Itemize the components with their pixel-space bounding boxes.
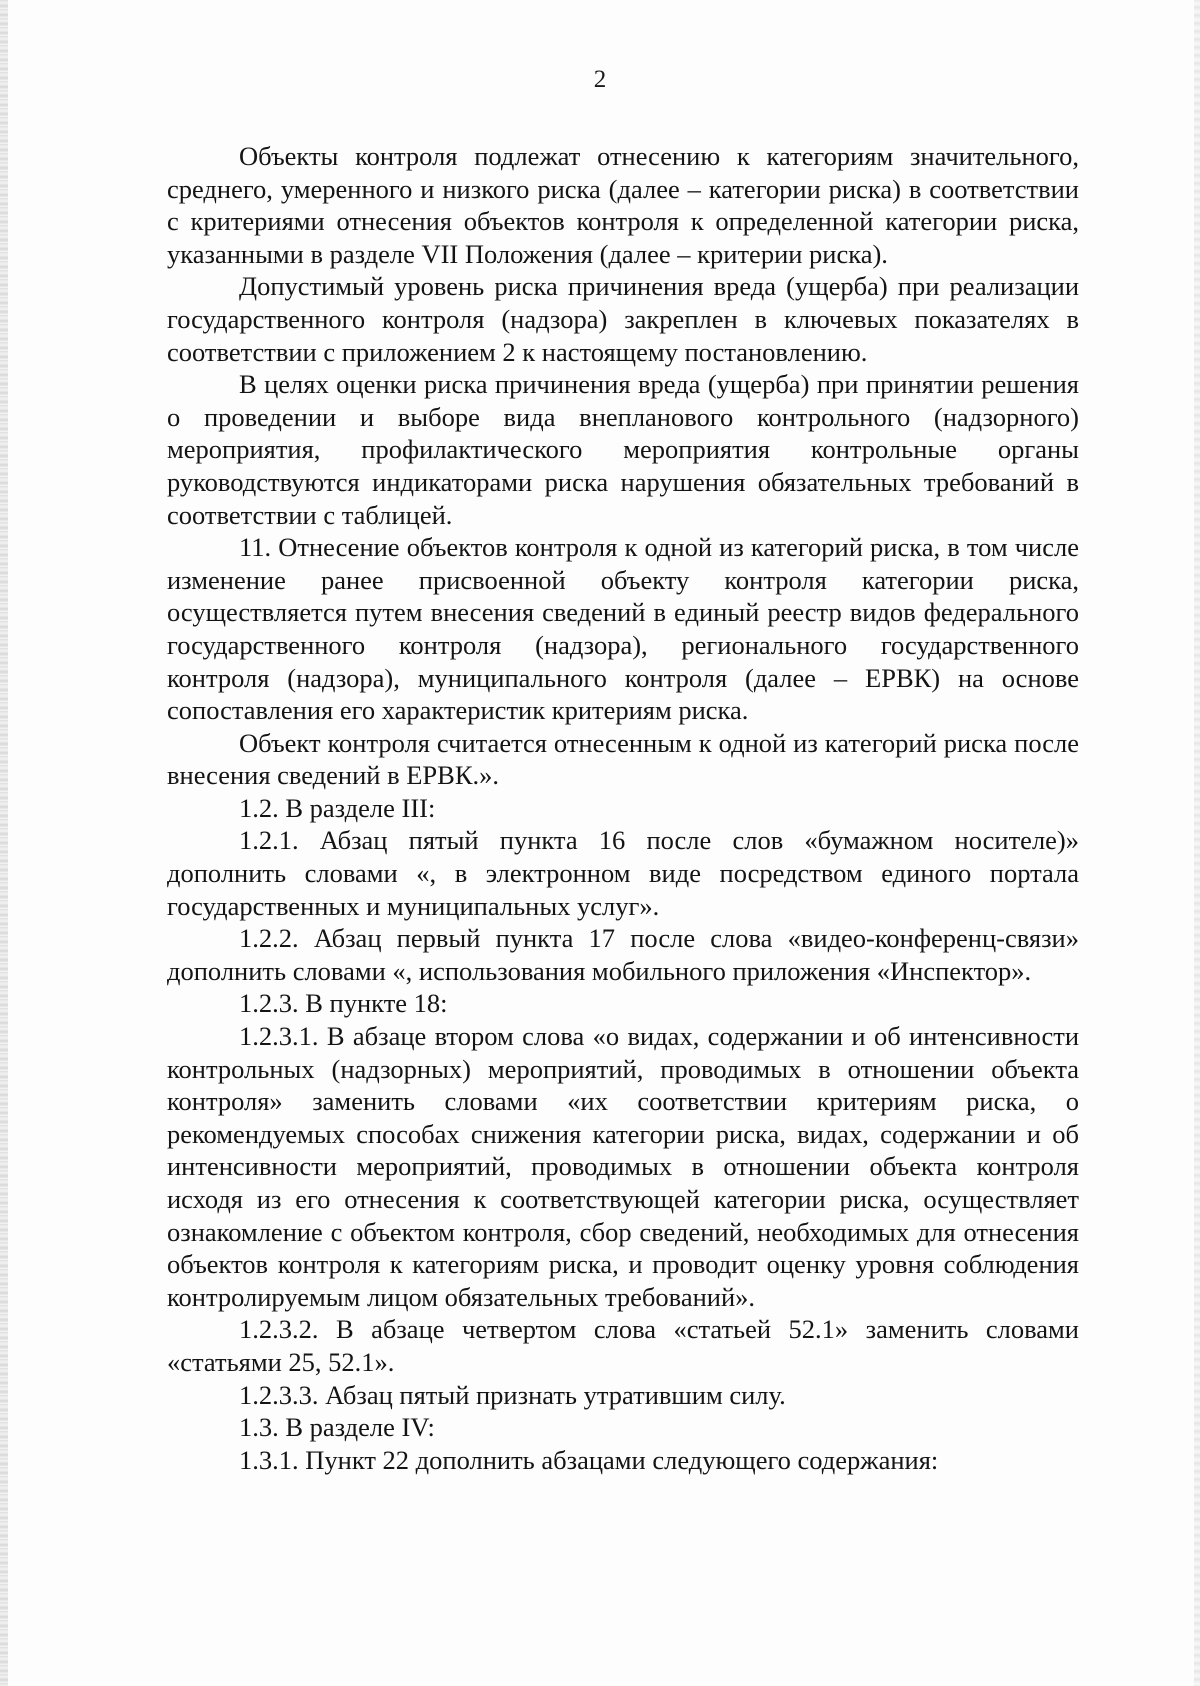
scan-edge-right	[1194, 0, 1200, 1686]
paragraph-1-3: 1.3. В разделе IV:	[239, 1412, 435, 1443]
paragraph-1-2: 1.2. В разделе III:	[239, 792, 436, 823]
paragraph-item-11: 11. Отнесение объектов контроля к одной из категорий риска, в том числе изменение ранее присвоенной объекту контроля категории риска, осуществляется путем внесения сведений в единый реестр видов федерального государственного контроля (надзора), регионального государственного контроля (надзора), муниципального контроля (далее – ЕРВК) на основе сопоставления его характеристик критериям риска.	[167, 532, 1079, 726]
paragraph-1-2-1: 1.2.1. Абзац пятый пункта 16 после слов «бумажном носителе)» дополнить словами «, в электронном виде посредством единого портала государственных и муниципальных услуг».	[167, 825, 1079, 921]
page-number: 2	[593, 66, 607, 93]
paragraph-acceptable-risk: Допустимый уровень риска причинения вреда (ущерба) при реализации государственного контроля (надзора) закреплен в ключевых показателях в соответствии с приложением 2 к настоящему постановлению.	[167, 271, 1079, 367]
paragraph-1-3-1: 1.3.1. Пункт 22 дополнить абзацами следующего содержания:	[239, 1444, 939, 1475]
paragraph-risk-indicators: В целях оценки риска причинения вреда (ущерба) при принятии решения о проведении и выборе вида внепланового контрольного (надзорного) мероприятия, профилактического мероприятия контрольные органы руководствуются индикаторами риска нарушения обязательных требований в соответствии с таблицей.	[167, 369, 1079, 530]
paragraph-1-2-2: 1.2.2. Абзац первый пункта 17 после слова «видео-конференц-связи» дополнить словами «, использования мобильного приложения «Инспектор».	[167, 923, 1079, 986]
paragraph-object-assigned: Объект контроля считается отнесенным к одной из категорий риска после внесения сведений в ЕРВК.».	[167, 727, 1079, 791]
paragraph-risk-categories: Объекты контроля подлежат отнесению к категориям значительного, среднего, умеренного и низкого риска (далее – категории риска) в соответствии с критериями отнесения объектов контроля к определенной категории риска, указанными в разделе VII Положения (далее – критерии риска).	[167, 141, 1079, 269]
paragraph-1-2-3: 1.2.3. В пункте 18:	[239, 988, 448, 1019]
paragraph-1-2-3-3: 1.2.3.3. Абзац пятый признать утратившим силу.	[239, 1379, 786, 1410]
paragraph-1-2-3-2: 1.2.3.2. В абзаце четвертом слова «статьей 52.1» заменить словами «статьями 25, 52.1».	[167, 1314, 1079, 1377]
document-body	[167, 140, 1079, 1476]
scan-edge-left	[0, 0, 8, 1686]
paragraph-1-2-3-1: 1.2.3.1. В абзаце втором слова «о видах, содержании и об интенсивности контрольных (надзорных) мероприятий, проводимых в отношении объекта контроля» заменить словами «их соответствии критериям риска, о рекомендуемых способах снижения категории риска, видах, содержании и об интенсивности мероприятий, проводимых в отношении объекта контроля исходя из его отнесения к соответствующей категории риска, осуществляет ознакомление с объектом контроля, сбор сведений, необходимых для отнесения объектов контроля к категориям риска, и проводит оценку уровня соблюдения контролируемым лицом обязательных требований».	[167, 1021, 1079, 1312]
